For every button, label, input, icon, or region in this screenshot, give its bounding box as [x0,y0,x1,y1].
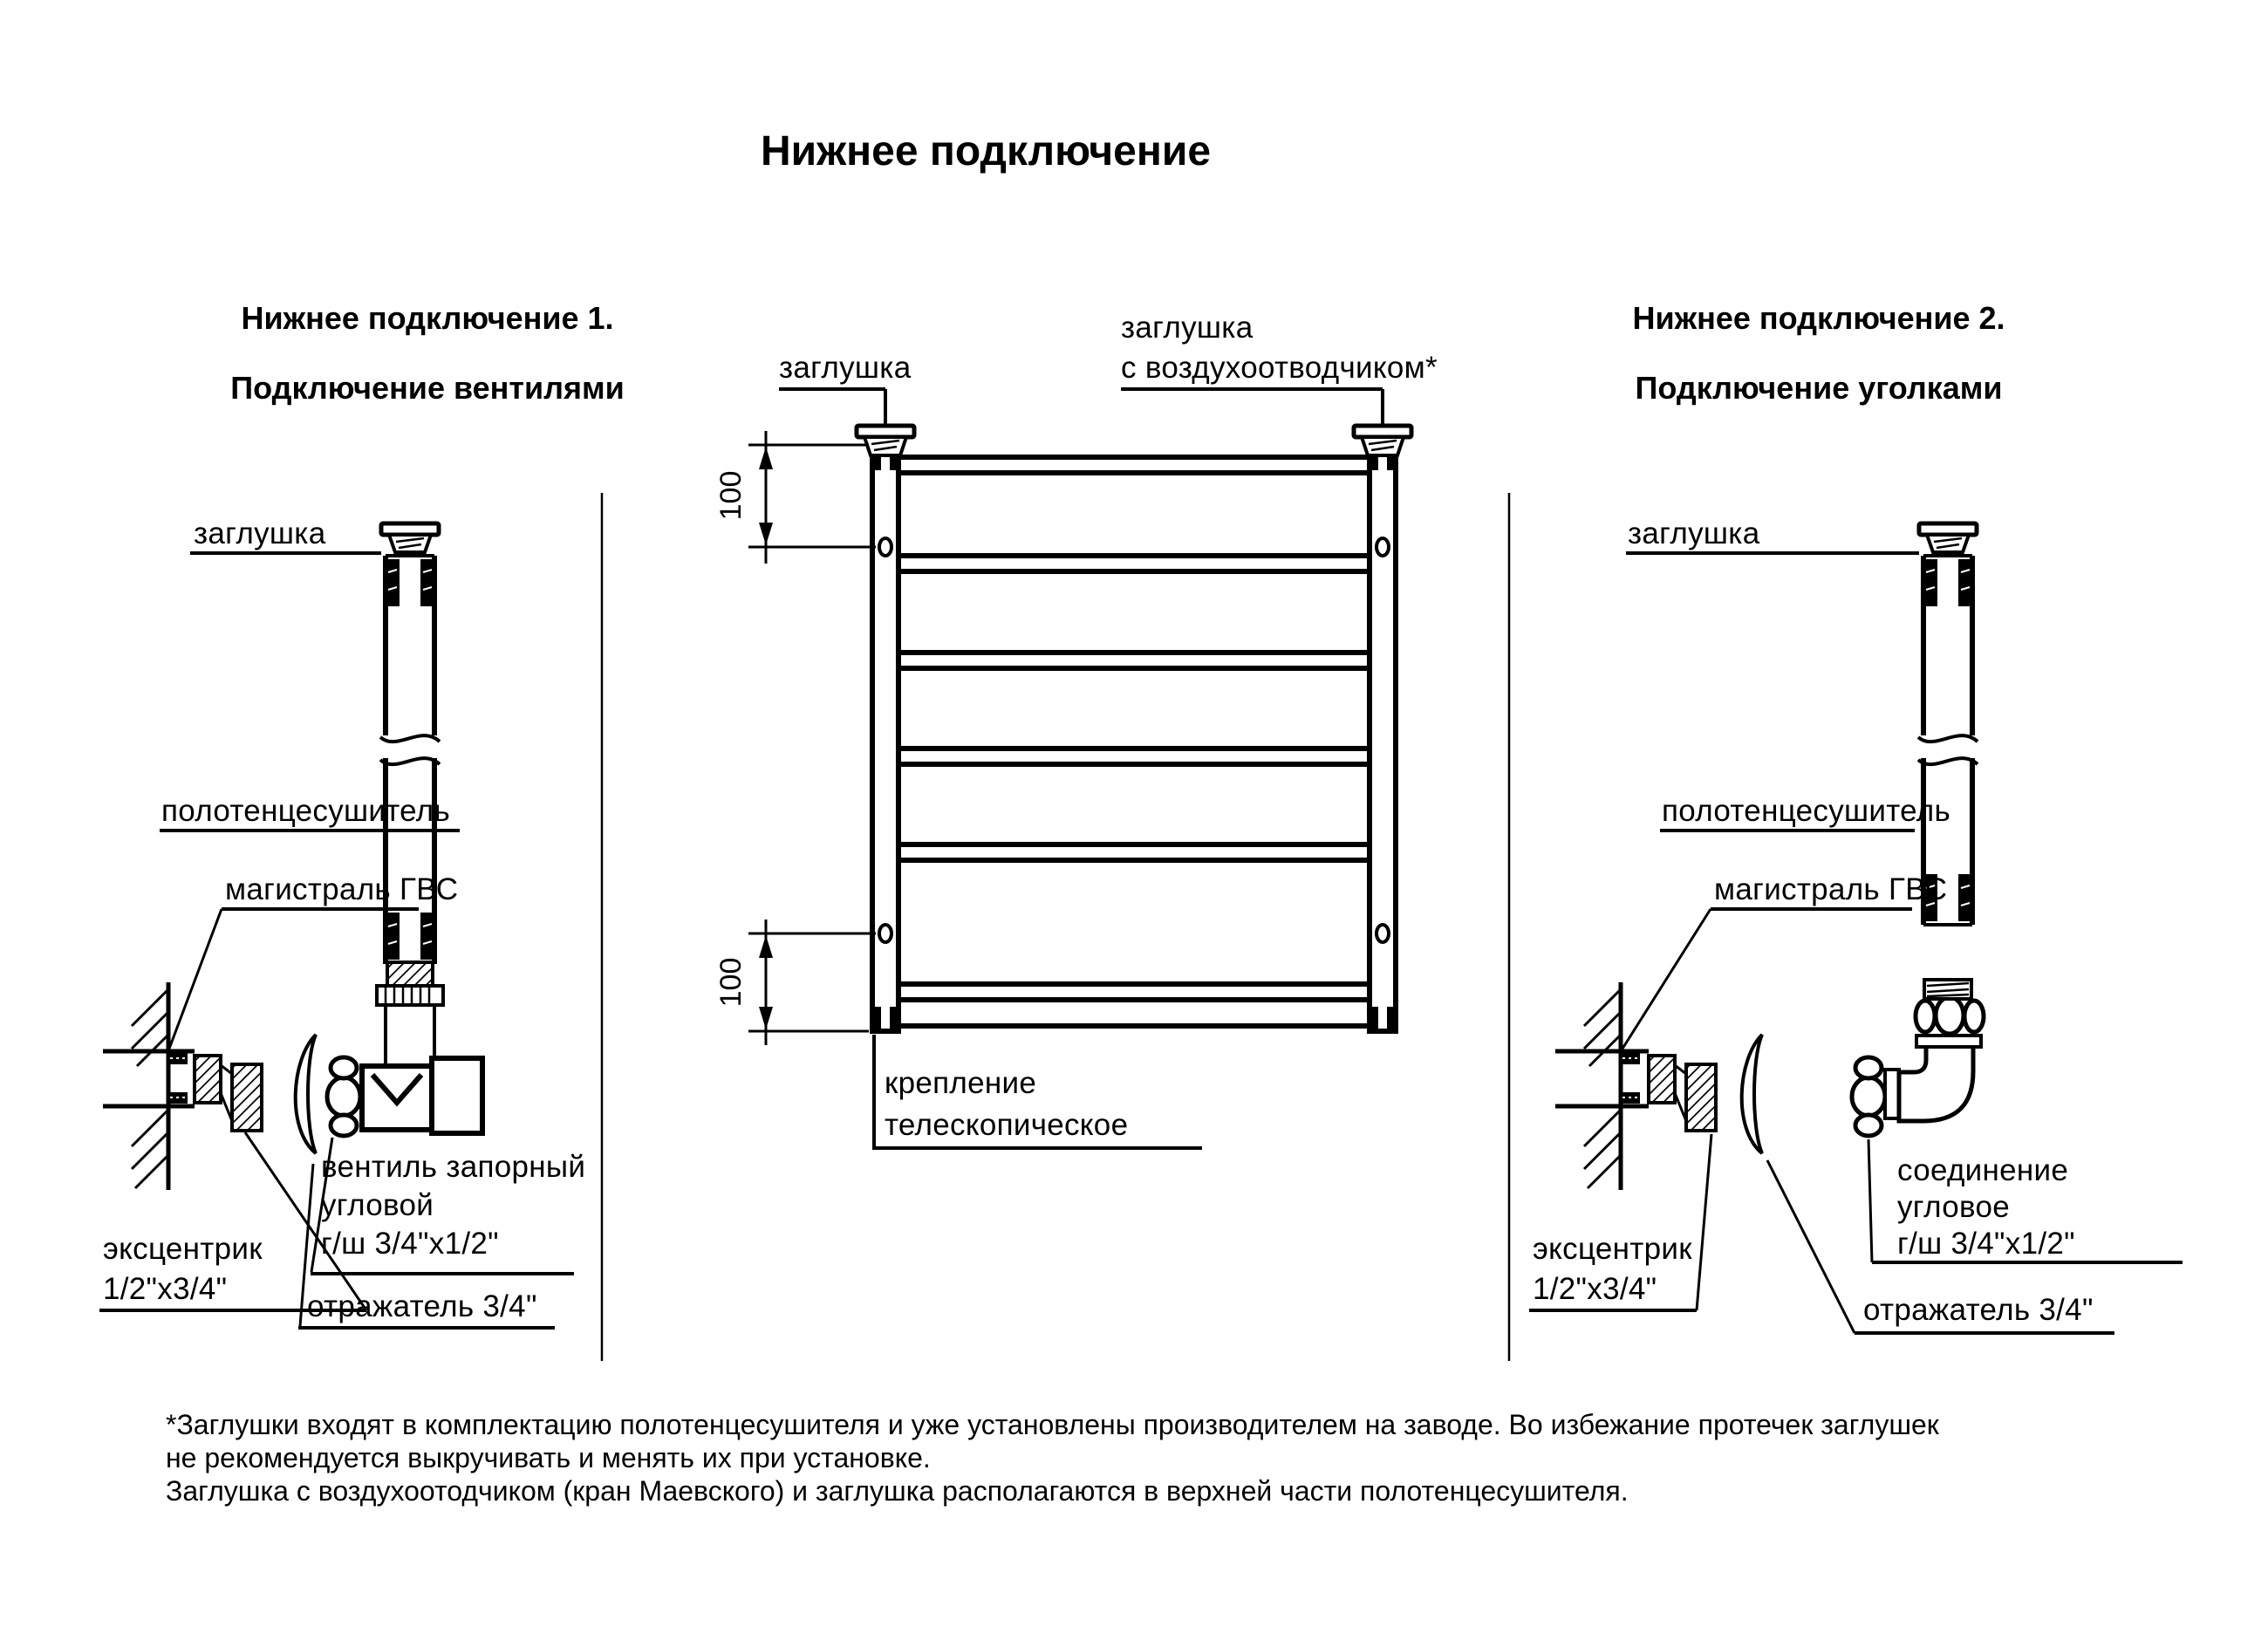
right-label-elbow-line3: г/ш 3/4"х1/2" [1897,1227,2075,1261]
leader-supply [1622,909,1711,1049]
left-label-valve-line2: угловой [321,1188,434,1222]
right-label-supply: магистраль ГВС [1714,872,1948,906]
dimension-top-value: 100 [714,470,748,521]
right-label-rail: полотенцесушитель [1662,794,1951,828]
right-label-elbow-line1: соединение [1897,1153,2069,1187]
label-cap-right-line2: с воздухоотводчиком* [1121,351,1438,385]
leader-supply [169,909,222,1049]
rungs [898,457,1370,1026]
label-bracket-line2: телескопическое [885,1108,1129,1142]
label-cap-left: заглушка [779,351,912,385]
label-bracket-line1: крепление [885,1066,1037,1100]
wall [1584,982,1621,1190]
right-header-line1: Нижнее подключение 2. [1632,300,2005,336]
right-label-reflector: отражатель 3/4" [1863,1293,2094,1327]
wall [132,982,168,1190]
leader-eccentric [1697,1134,1711,1310]
footnote-line1: *Заглушки входят в комплектацию полотенцесушителя и уже установлены производителем на заводе. Во избежание протечек заглушек [166,1409,1939,1440]
left-label-rail: полотенцесушитель [161,794,451,828]
left-label-eccentric-line1: эксцентрик [103,1232,263,1266]
union-nut [327,1057,360,1136]
label-cap-right-line1: заглушка [1121,311,1254,345]
left-label-valve-line1: вентиль запорный [321,1150,586,1184]
leader-elbow [1868,1139,1872,1262]
left-header-line1: Нижнее подключение 1. [241,300,614,336]
dimension-top [748,431,876,564]
supply-pipe [1555,1051,1649,1106]
rail-pipe [1918,556,1978,925]
footnote-line2: не рекомендуется выкручивать и менять их при установке. [166,1442,931,1473]
leader-reflector [1767,1160,1855,1333]
reflector-escutcheon [1742,1035,1762,1153]
left-label-cap: заглушка [194,516,326,550]
side-view-elbow-connection [1529,523,2183,1333]
eccentric-fitting [195,1056,262,1131]
cap-airvent-right [1354,389,1411,455]
cap-plug [381,523,439,552]
union-nut [1852,1057,1885,1136]
reflector-escutcheon [296,1035,316,1153]
left-label-valve-line3: г/ш 3/4"х1/2" [321,1227,499,1261]
right-label-cap: заглушка [1628,516,1760,550]
page-title: Нижнее подключение [760,128,1212,174]
supply-pipe [103,1051,195,1106]
left-label-eccentric-line2: 1/2"х3/4" [103,1272,228,1306]
eccentric-fitting [1649,1056,1716,1131]
dimension-bottom [748,920,876,1045]
right-label-eccentric-line2: 1/2"х3/4" [1533,1272,1657,1306]
angle-valve [362,962,482,1133]
dimension-bottom-value: 100 [714,957,748,1008]
post-thread-tabs [872,448,1396,1029]
right-label-eccentric-line1: эксцентрик [1533,1232,1692,1266]
left-header-line2: Подключение вентилями [230,370,625,406]
towel-rail-front-view [748,389,1411,1148]
right-header-line2: Подключение уголками [1635,370,2003,406]
footnote [166,1408,1939,1508]
right-label-elbow-line2: угловое [1897,1190,2011,1224]
angle-union-elbow [1885,980,1984,1121]
footnote-line3: Заглушка с воздухоотодчиком (кран Маевского) и заглушка располагаются в верхней части полотенцесушителя. [166,1475,1629,1507]
left-label-supply: магистраль ГВС [225,872,459,906]
mounting-holes [879,538,1389,942]
left-label-reflector: отражатель 3/4" [307,1289,537,1323]
cap-plug [1919,523,1977,552]
